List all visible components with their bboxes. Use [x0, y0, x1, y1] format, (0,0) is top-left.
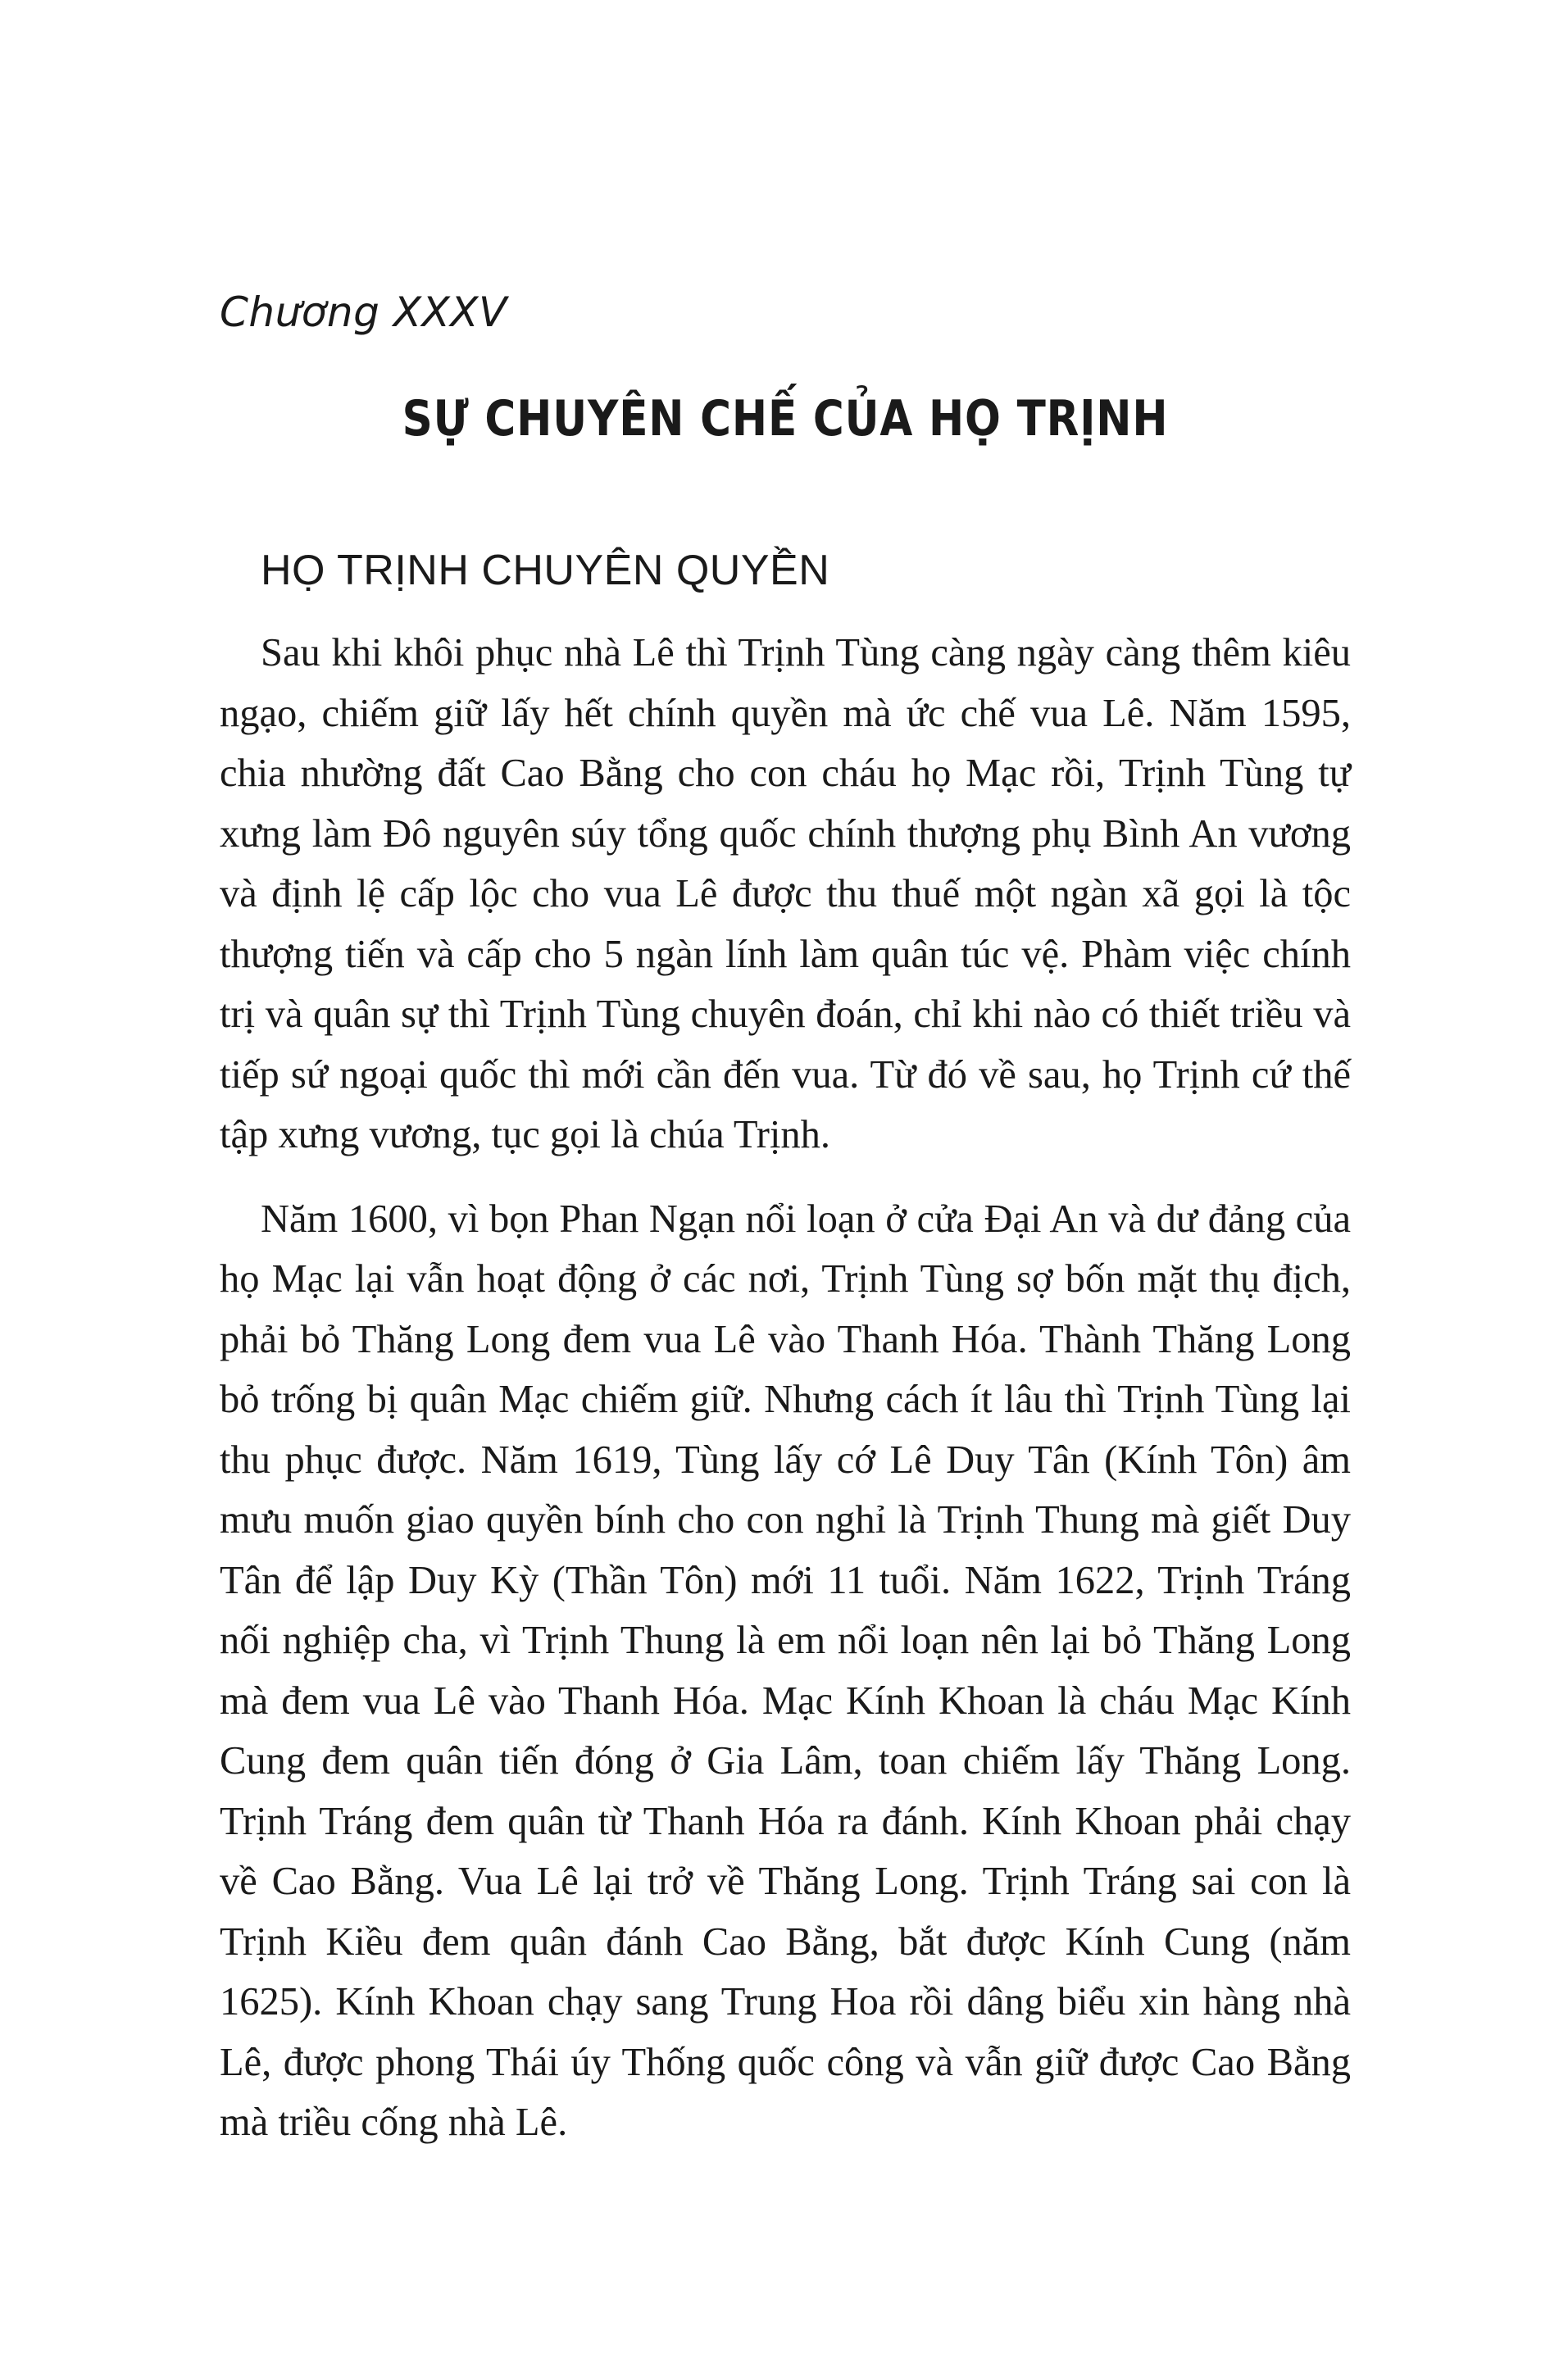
- paragraph-2: Năm 1600, vì bọn Phan Ngạn nổi loạn ở cửa Đại An và dư đảng của họ Mạc lại vẫn hoạt động ở các nơi, Trịnh Tùng sợ bốn mặt thụ địch, phải bỏ Thăng Long đem vua Lê vào Thanh Hóa. Thành Thăng Long bỏ trống bị quân Mạc chiếm giữ. Nhưng cách ít lâu thì Trịnh Tùng lại thu phục được. Năm 1619, Tùng lấy cớ Lê Duy Tân (Kính Tôn) âm mưu muốn giao quyền bính cho con nghỉ là Trịnh Thung mà giết Duy Tân để lập Duy Kỳ (Thần Tôn) mới 11 tuổi. Năm 1622, Trịnh Tráng nối nghiệp cha, vì Trịnh Thung là em nổi loạn nên lại bỏ Thăng Long mà đem vua Lê vào Thanh Hóa. Mạc Kính Khoan là cháu Mạc Kính Cung đem quân tiến đóng ở Gia Lâm, toan chiếm lấy Thăng Long. Trịnh Tráng đem quân từ Thanh Hóa ra đánh. Kính Khoan phải chạy về Cao Bằng. Vua Lê lại trở về Thăng Long. Trịnh Tráng sai con là Trịnh Kiều đem quân đánh Cao Bằng, bắt được Kính Cung (năm 1625). Kính Khoan chạy sang Trung Hoa rồi dâng biểu xin hàng nhà Lê, được phong Thái úy Thống quốc công và vẫn giữ được Cao Bằng mà triều cống nhà Lê.: [220, 1197, 1351, 2144]
- paragraph-1: Sau khi khôi phục nhà Lê thì Trịnh Tùng càng ngày càng thêm kiêu ngạo, chiếm giữ lấy hết chính quyền mà ức chế vua Lê. Năm 1595, chia nhường đất Cao Bằng cho con cháu họ Mạc rồi, Trịnh Tùng tự xưng làm Đô nguyên súy tổng quốc chính thượng phụ Bình An vương và định lệ cấp lộc cho vua Lê được thu thuế một ngàn xã gọi là tộc thượng tiến và cấp cho 5 ngàn lính làm quân túc vệ. Phàm việc chính trị và quân sự thì Trịnh Tùng chuyên đoán, chỉ khi nào có thiết triều và tiếp sứ ngoại quốc thì mới cần đến vua. Từ đó về sau, họ Trịnh cứ thế tập xưng vương, tục gọi là chúa Trịnh.: [220, 631, 1351, 1156]
- chapter-label: Chương XXXV: [220, 288, 507, 336]
- body-text: [220, 623, 1351, 2177]
- section-heading: HỌ TRỊNH CHUYÊN QUYỀN: [261, 547, 830, 594]
- chapter-title: SỰ CHUYÊN CHẾ CỦA HỌ TRỊNH: [402, 390, 1169, 447]
